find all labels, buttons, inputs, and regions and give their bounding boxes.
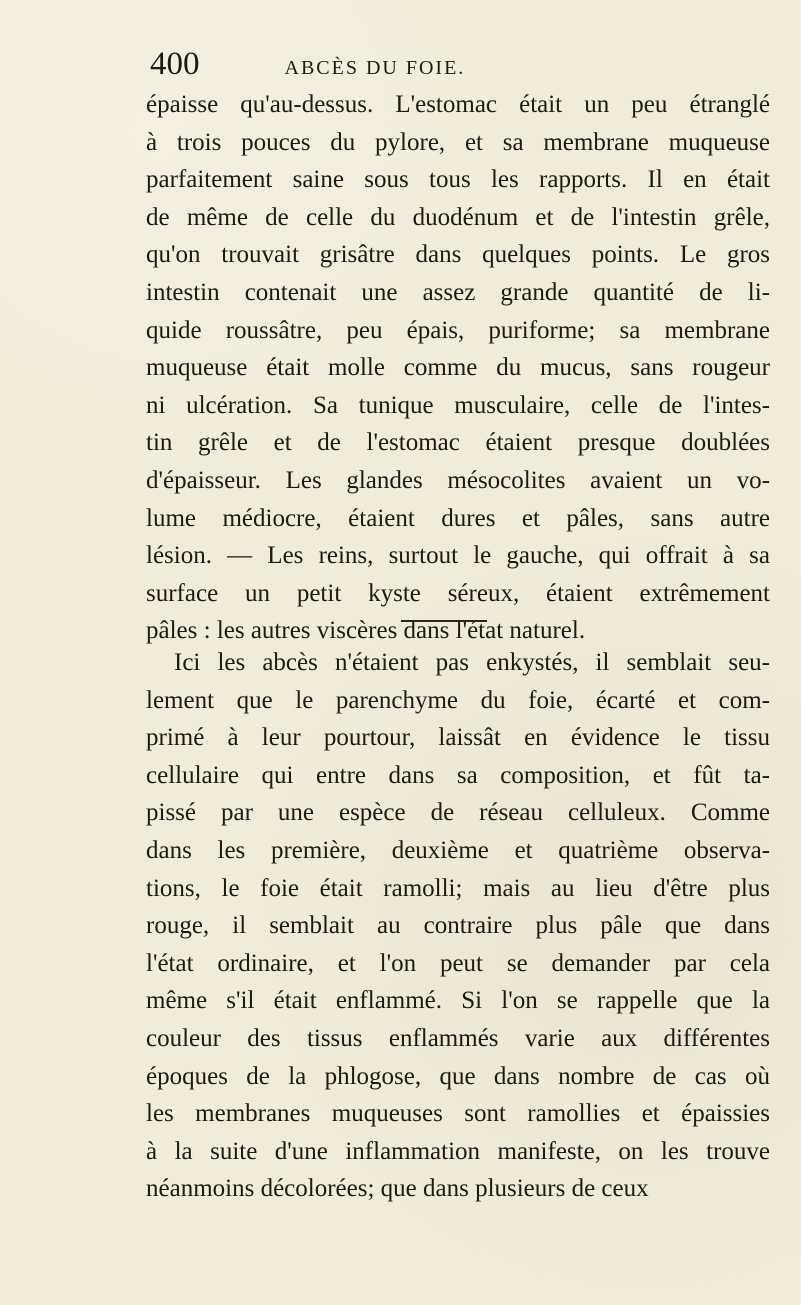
running-head [150, 48, 770, 86]
text-line: muqueuse était molle comme du mucus, sans rougeur [146, 354, 770, 382]
text-line: quide roussâtre, peu épais, puriforme; sa membrane [146, 316, 770, 344]
running-title: ABCÈS DU FOIE. [284, 57, 466, 79]
text-line: surface un petit kyste séreux, étaient extrêmement [146, 579, 770, 607]
text-line: dans les première, deuxième et quatrième observa- [146, 836, 770, 864]
text-line: parfaitement saine sous tous les rapports. Il en était [146, 166, 770, 194]
text-line: pâles : les autres viscères dans l'état naturel. [146, 617, 586, 645]
text-line: couleur des tissus enflammés varie aux différentes [146, 1024, 770, 1052]
text-line: ni ulcération. Sa tunique musculaire, celle de l'intes- [146, 391, 770, 419]
text-line: à trois pouces du pylore, et sa membrane muqueuse [146, 128, 770, 156]
page-number: 400 [150, 48, 200, 82]
text-line: cellulaire qui entre dans sa composition, et fût ta- [146, 761, 770, 789]
text-line: lume médiocre, étaient dures et pâles, sans autre [146, 504, 770, 532]
text-line: les membranes muqueuses sont ramollies et épaissies [146, 1100, 770, 1128]
paragraph-continued [146, 86, 770, 650]
text-line: à la suite d'une inflammation manifeste, on les trouve [146, 1137, 770, 1165]
text-line: lement que le parenchyme du foie, écarté et com- [146, 686, 770, 714]
text-line: l'état ordinaire, et l'on peut se demander par cela [146, 949, 770, 977]
text-line: pissé par une espèce de réseau celluleux. Comme [146, 799, 770, 827]
text-line: époques de la phlogose, que dans nombre de cas où [146, 1062, 770, 1090]
text-line: épaisse qu'au-dessus. L'estomac était un peu étranglé [146, 91, 770, 118]
text-line: de même de celle du duodénum et de l'intestin grêle, [146, 203, 770, 231]
text-line: d'épaisseur. Les glandes mésocolites avaient un vo- [146, 466, 770, 494]
text-line: rouge, il semblait au contraire plus pâle que dans [146, 912, 770, 940]
text-line: Ici les abcès n'étaient pas enkystés, il semblait seu- [174, 649, 770, 676]
text-line: lésion. — Les reins, surtout le gauche, qui offrait à sa [146, 542, 770, 570]
paragraph-ici-les-abces [146, 644, 770, 1208]
text-line: même s'il était enflammé. Si l'on se rappelle que la [146, 987, 770, 1015]
text-line: tin grêle et de l'estomac étaient presque doublées [146, 429, 770, 457]
text-line: intestin contenait une assez grande quantité de li- [146, 278, 770, 306]
text-line: qu'on trouvait grisâtre dans quelques points. Le gros [146, 241, 770, 269]
text-line: néanmoins décolorées; que dans plusieurs de ceux [146, 1175, 649, 1203]
text-line: primé à leur pourtour, laissât en évidence le tissu [146, 724, 770, 752]
section-rule [401, 620, 487, 622]
text-line: tions, le foie était ramolli; mais au lieu d'être plus [146, 874, 770, 902]
